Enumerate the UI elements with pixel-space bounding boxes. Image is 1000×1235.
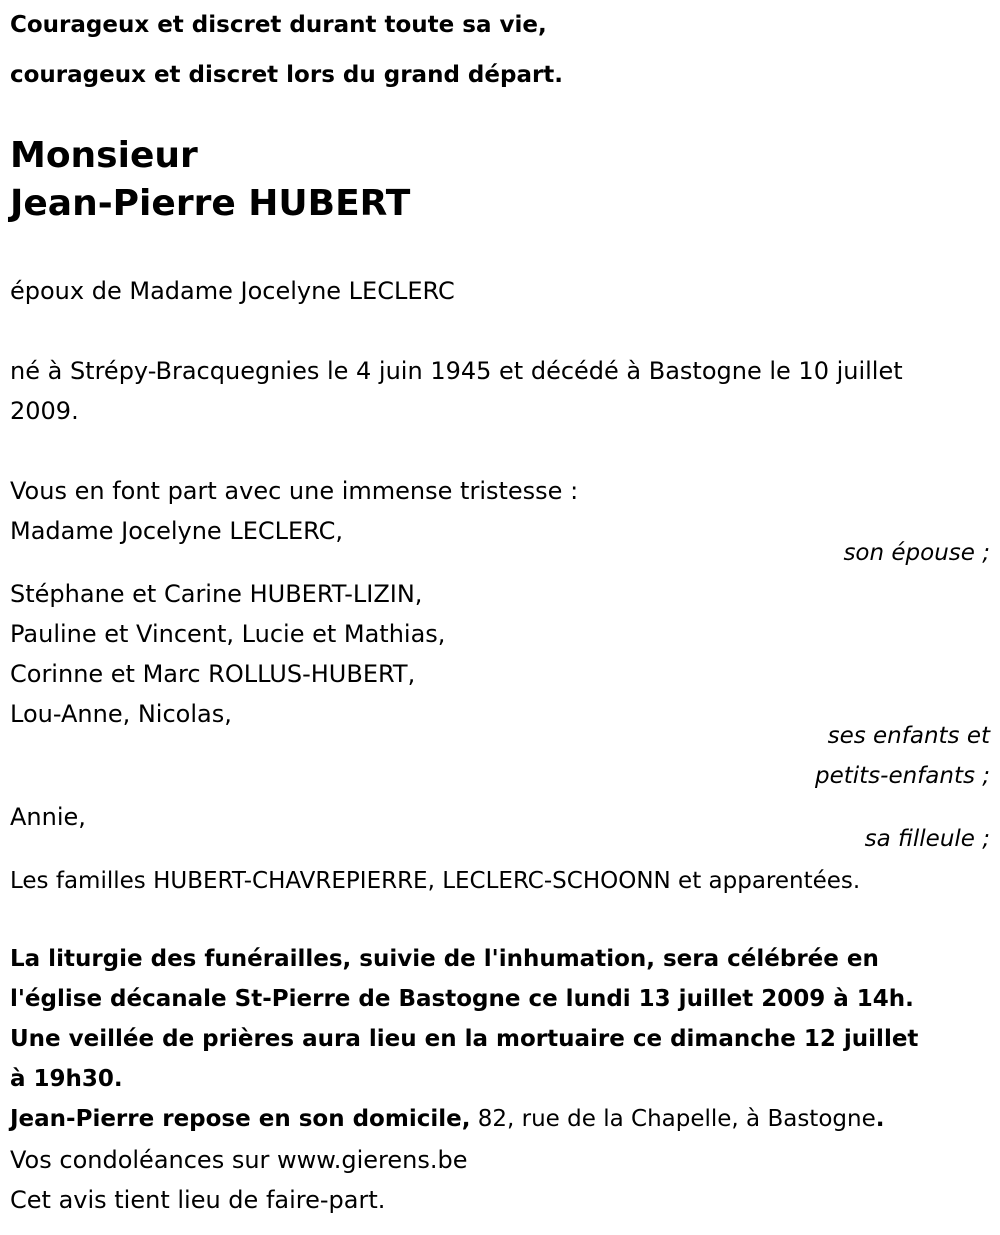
ceremony-line-3: Une veillée de prières aura lieu en la mortuaire ce dimanche 12 juillet xyxy=(10,1026,919,1052)
motto-line-1: Courageux et discret durant toute sa vie, xyxy=(10,12,547,38)
rest-end: . xyxy=(875,1106,885,1132)
children-line-3: Corinne et Marc ROLLUS-HUBERT, xyxy=(10,660,416,688)
rest-line xyxy=(10,1104,884,1134)
ceremony-line-4: à 19h30. xyxy=(10,1066,123,1092)
goddaughter-role: sa filleule ; xyxy=(864,826,990,852)
deceased-name: Jean-Pierre HUBERT xyxy=(10,183,411,224)
children-role-line-2: petits-enfants ; xyxy=(814,763,990,789)
condolences-line: Vos condoléances sur www.gierens.be xyxy=(10,1146,468,1174)
birth-death-line-1: né à Strépy-Bracquegnies le 4 juin 1945 et décédé à Bastogne le 10 juillet xyxy=(10,357,903,385)
children-line-1: Stéphane et Carine HUBERT-LIZIN, xyxy=(10,580,423,608)
spouse-role: son épouse ; xyxy=(843,540,990,566)
ceremony-line-2: l'église décanale St-Pierre de Bastogne ce lundi 13 juillet 2009 à 14h. xyxy=(10,986,914,1012)
notice-line: Cet avis tient lieu de faire-part. xyxy=(10,1186,386,1214)
children-line-4: Lou-Anne, Nicolas, xyxy=(10,700,232,728)
deceased-title: Monsieur xyxy=(10,135,198,176)
rest-bold: Jean-Pierre repose en son domicile, xyxy=(10,1106,471,1132)
children-role-line-1: ses enfants et xyxy=(827,723,990,749)
goddaughter-name: Annie, xyxy=(10,803,86,831)
children-line-2: Pauline et Vincent, Lucie et Mathias, xyxy=(10,620,446,648)
families-line: Les familles HUBERT-CHAVREPIERRE, LECLERC-SCHOONN et apparentées. xyxy=(10,868,861,894)
motto-line-2: courageux et discret lors du grand départ. xyxy=(10,62,564,88)
spouse-line: époux de Madame Jocelyne LECLERC xyxy=(10,277,455,305)
birth-death-line-2: 2009. xyxy=(10,397,79,425)
spouse-name: Madame Jocelyne LECLERC, xyxy=(10,517,344,545)
rest-address: 82, rue de la Chapelle, à Bastogne xyxy=(470,1106,876,1132)
ceremony-line-1: La liturgie des funérailles, suivie de l'inhumation, sera célébrée en xyxy=(10,946,879,972)
announcement-intro: Vous en font part avec une immense tristesse : xyxy=(10,477,579,505)
